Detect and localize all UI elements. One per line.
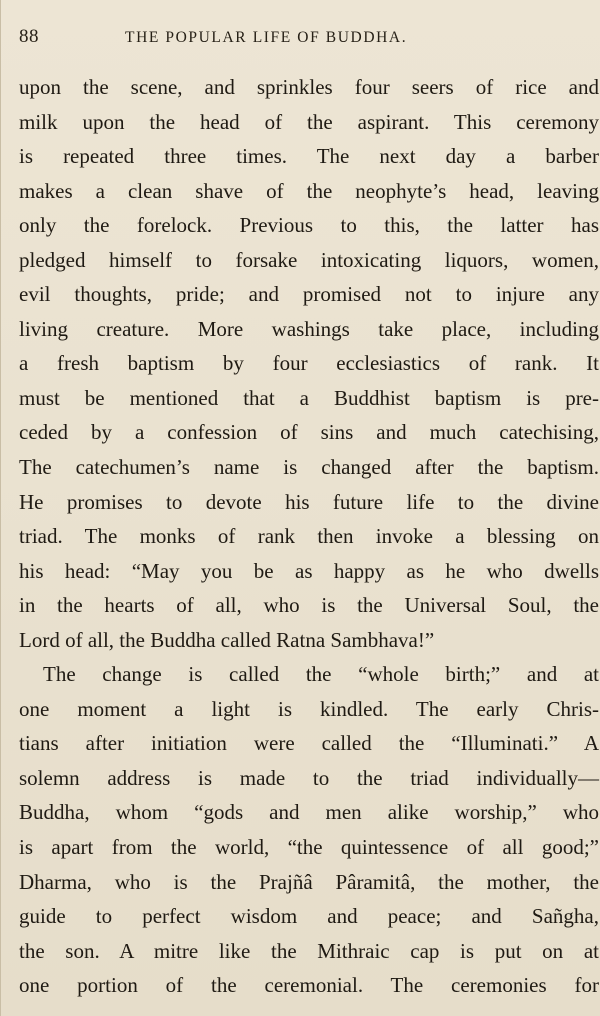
- text-line: is repeated three times. The next day a barber: [19, 144, 599, 169]
- text-line: is apart from the world, “the quintessence of all good;”: [19, 835, 599, 860]
- text-line: Dharma, who is the Prajñâ Pâramitâ, the mother, the: [19, 869, 599, 894]
- text-line: He promises to devote his future life to the divine: [19, 489, 599, 514]
- text-line: makes a clean shave of the neophyte’s head, leaving: [19, 178, 599, 203]
- text-line: in the hearts of all, who is the Universal Soul, the: [19, 593, 599, 618]
- text-line: a fresh baptism by four ecclesiastics of rank. It: [19, 351, 599, 376]
- text-line: one portion of the ceremonial. The ceremonies for: [19, 973, 599, 998]
- text-line: triad. The monks of rank then invoke a blessing on: [19, 524, 599, 549]
- text-line: the son. A mitre like the Mithraic cap is put on at: [19, 938, 599, 963]
- page-header: [19, 26, 578, 56]
- text-line: evil thoughts, pride; and promised not to injure any: [19, 282, 599, 307]
- text-line: Lord of all, the Buddha called Ratna Sambhava!”: [19, 627, 435, 652]
- text-line: upon the scene, and sprinkles four seers of rice and: [19, 75, 599, 99]
- body-text: [19, 70, 599, 1003]
- text-line: milk upon the head of the aspirant. This ceremony: [19, 109, 599, 134]
- text-line: Buddha, whom “gods and men alike worship,” who: [19, 800, 599, 825]
- text-line: The change is called the “whole birth;” and at: [43, 662, 599, 687]
- text-line: must be mentioned that a Buddhist baptism is pre-: [19, 385, 599, 410]
- text-line: only the forelock. Previous to this, the latter has: [19, 213, 599, 238]
- text-line: guide to perfect wisdom and peace; and Sañgha,: [19, 904, 599, 929]
- page-number: 88: [19, 26, 39, 47]
- running-head: THE POPULAR LIFE OF BUDDHA.: [125, 29, 408, 46]
- text-line: tians after initiation were called the “Illuminati.” A: [19, 731, 599, 756]
- text-line: The catechumen’s name is changed after the baptism.: [19, 455, 599, 480]
- text-line: ceded by a confession of sins and much catechising,: [19, 420, 599, 445]
- text-line: one moment a light is kindled. The early Chris-: [19, 696, 599, 721]
- text-line: his head: “May you be as happy as he who dwells: [19, 558, 599, 583]
- text-line: pledged himself to forsake intoxicating liquors, women,: [19, 247, 599, 272]
- text-line: solemn address is made to the triad individually—: [19, 765, 599, 790]
- text-line: living creature. More washings take place, including: [19, 316, 599, 341]
